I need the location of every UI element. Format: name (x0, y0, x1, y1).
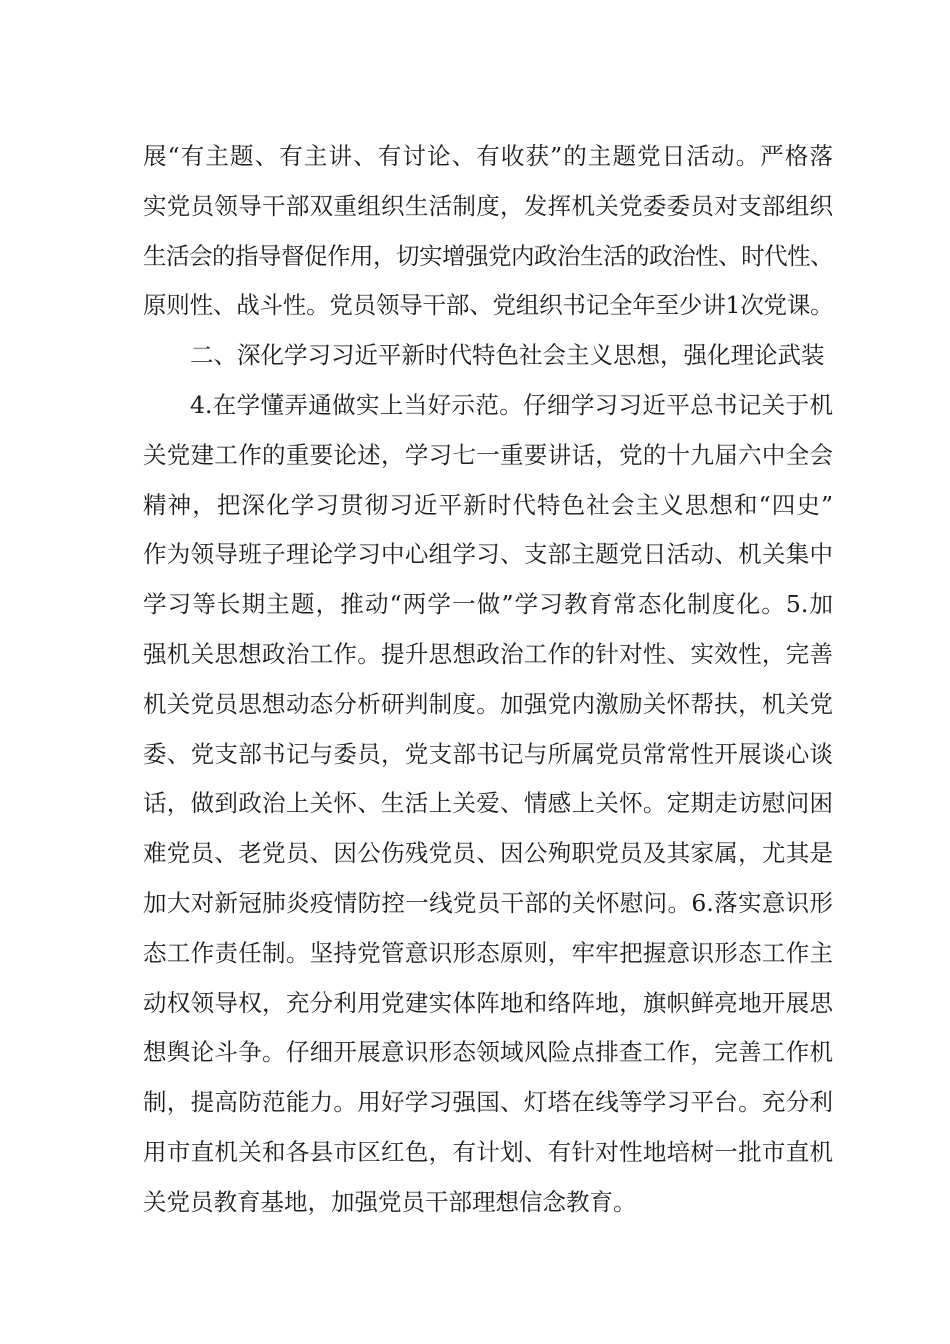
text-line: 机关党员思想动态分析研判制度。加强党内激励关怀帮扶，机关党 (143, 689, 833, 718)
text-line: 用市直机关和各县市区红色，有计划、有针对性地培树一批市直机 (143, 1137, 833, 1166)
text-line: 生活会的指导督促作用，切实增强党内政治生活的政治性、时代性、 (143, 241, 833, 270)
text-line: 动权领导权，充分利用党建实体阵地和络阵地，旗帜鲜亮地开展思 (143, 988, 833, 1017)
text-line: 二、深化学习习近平新时代特色社会主义思想，强化理论武装 (190, 341, 825, 370)
text-line: 精神，把深化学习贯彻习近平新时代特色社会主义思想和“四史” (143, 490, 833, 519)
text-line: 关党员教育基地，加强党员干部理想信念教育。 (143, 1187, 637, 1216)
text-line: 学习等长期主题，推动“两学一做”学习教育常态化制度化。5.加 (143, 590, 833, 619)
text-line: 委、党支部书记与委员，党支部书记与所属党员常常性开展谈心谈 (143, 739, 833, 768)
text-line: 展“有主题、有主讲、有讨论、有收获”的主题党日活动。严格落 (143, 142, 833, 170)
text-line: 强机关思想政治工作。提升思想政治工作的针对性、实效性，完善 (143, 639, 833, 668)
text-line: 难党员、老党员、因公伤残党员、因公殉职党员及其家属，尤其是 (143, 839, 833, 868)
text-line: 4.在学懂弄通做实上当好示范。仔细学习习近平总书记关于机 (190, 390, 833, 419)
text-line: 话，做到政治上关怀、生活上关爱、情感上关怀。定期走访慰问困 (143, 789, 833, 818)
text-line: 实党员领导干部双重组织生活制度，发挥机关党委委员对支部组织 (143, 191, 833, 220)
text-line: 加大对新冠肺炎疫情防控一线党员干部的关怀慰问。6.落实意识形 (143, 888, 833, 917)
text-line: 态工作责任制。坚持党管意识形态原则，牢牢把握意识形态工作主 (143, 938, 833, 967)
document-body (143, 132, 833, 1228)
text-line: 想舆论斗争。仔细开展意识形态领域风险点排查工作，完善工作机 (143, 1038, 833, 1067)
text-line: 作为领导班子理论学习中心组学习、支部主题党日活动、机关集中 (143, 540, 833, 569)
text-line: 关党建工作的重要论述，学习七一重要讲话，党的十九届六中全会 (143, 440, 833, 469)
text-line: 制，提高防范能力。用好学习强国、灯塔在线等学习平台。充分利 (143, 1088, 833, 1117)
text-line: 原则性、战斗性。党员领导干部、党组织书记全年至少讲1次党课。 (143, 291, 834, 320)
